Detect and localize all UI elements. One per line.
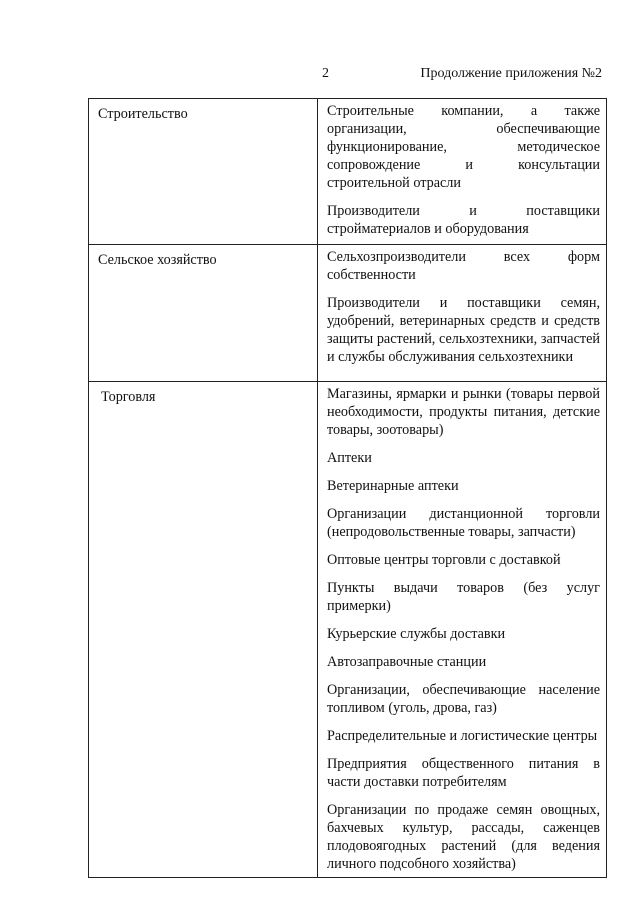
list-item: Организации по продаже семян овощных, бахчевых культур, рассады, саженцев плодовоягодных растений (для ведения личного подсобного хозяйства) xyxy=(327,802,600,872)
sector-cell: Сельское хозяйство xyxy=(89,245,318,382)
list-item: Ветеринарные аптеки xyxy=(327,478,459,494)
list-item: Автозаправочные станции xyxy=(327,654,487,670)
list-item: Производители и поставщики стройматериалов и оборудования xyxy=(327,203,600,237)
list-item: Организации, обеспечивающие население топливом (уголь, дрова, газ) xyxy=(327,682,600,716)
table-row xyxy=(89,245,607,382)
list-item: Строительные компании, а также организации, обеспечивающие функционирование, методическое сопровождение и консультации строительной отрасли xyxy=(327,103,600,191)
list-item: Распределительные и логистические центры xyxy=(327,728,598,744)
list-item: Организации дистанционной торговли (непродовольственные товары, запчасти) xyxy=(327,506,600,540)
table-row xyxy=(89,99,607,245)
items-cell xyxy=(318,99,607,245)
list-item: Аптеки xyxy=(327,450,372,466)
list-item: Производители и поставщики семян, удобрений, ветеринарных средств и средств защиты растений, сельхозтехники, запчастей и службы обслуживания сельхозтехники xyxy=(327,295,600,365)
appendix-label: Продолжение приложения №2 xyxy=(420,66,602,81)
page-number: 2 xyxy=(322,66,329,81)
items-cell xyxy=(318,245,607,382)
sector-cell: Строительство xyxy=(89,99,318,245)
list-item: Сельхозпроизводители всех форм собственности xyxy=(327,249,600,283)
sector-cell: Торговля xyxy=(89,382,318,878)
list-item: Пункты выдачи товаров (без услуг примерки) xyxy=(327,580,600,614)
list-item: Курьерские службы доставки xyxy=(327,626,506,642)
sector-table xyxy=(88,98,607,878)
list-item: Магазины, ярмарки и рынки (товары первой необходимости, продукты питания, детские товары, зоотовары) xyxy=(327,386,600,438)
items-cell xyxy=(318,382,607,878)
list-item: Оптовые центры торговли с доставкой xyxy=(327,552,561,568)
list-item: Предприятия общественного питания в части доставки потребителям xyxy=(327,756,600,790)
table-row xyxy=(89,382,607,878)
